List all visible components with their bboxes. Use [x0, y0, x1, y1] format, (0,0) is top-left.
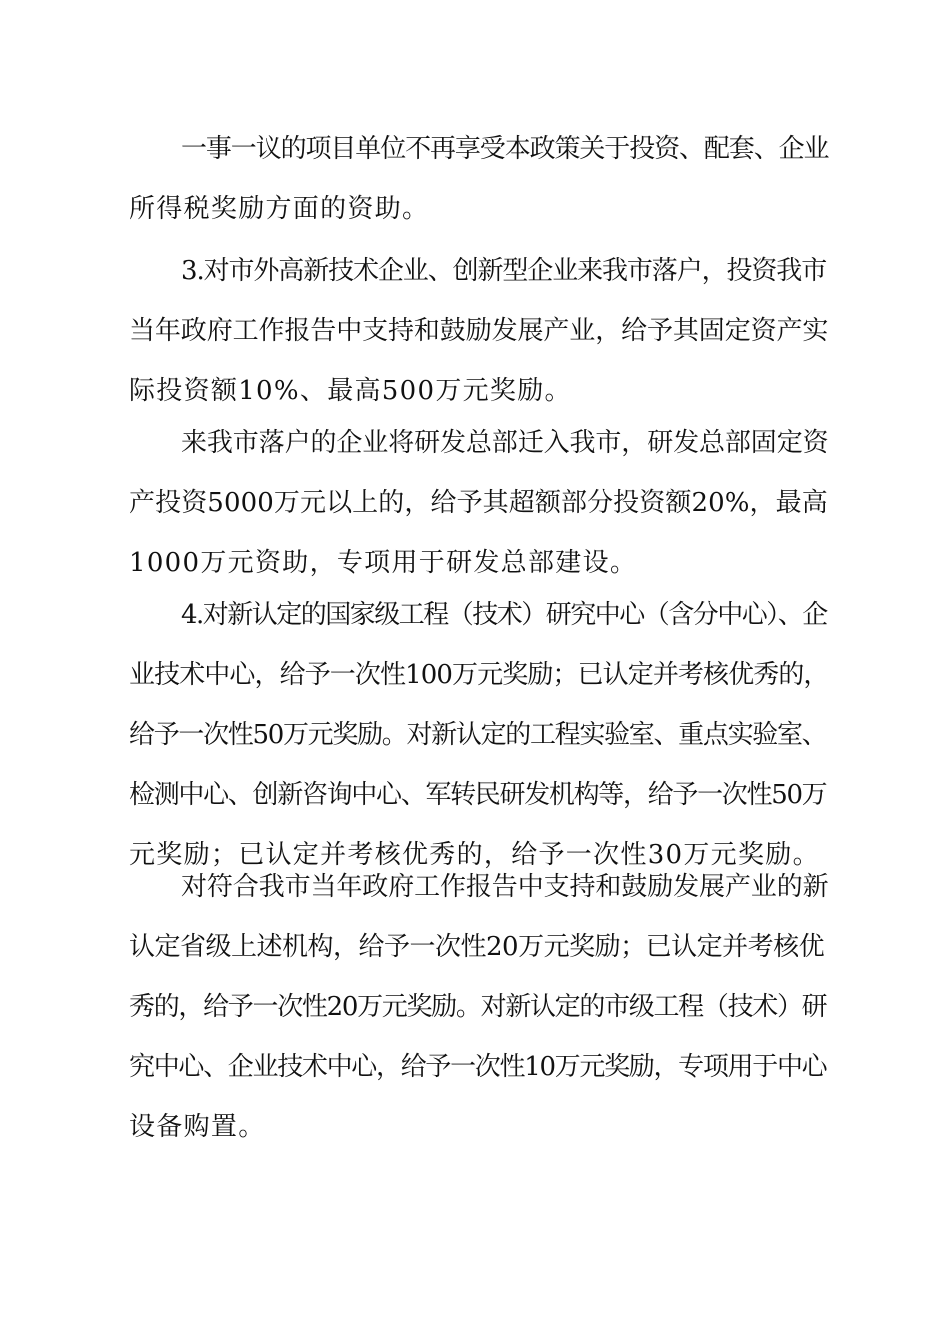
- text-line: 给予一次性50万元奖励。对新认定的工程实验室、重点实验室、: [129, 720, 827, 750]
- text-line: 所得税奖励方面的资助。: [129, 194, 430, 224]
- text-line: 当年政府工作报告中支持和鼓励发展产业，给予其固定资产实: [129, 316, 829, 346]
- text-line: 1000万元资助，专项用于研发总部建设。: [129, 548, 638, 578]
- text-line: 检测中心、创新咨询中心、军转民研发机构等，给予一次性50万: [129, 780, 827, 810]
- text-line: 产投资5000万元以上的，给予其超额部分投资额20%，最高: [129, 488, 828, 518]
- text-line: 元奖励；已认定并考核优秀的，给予一次性30万元奖励。: [129, 840, 820, 870]
- text-line: 设备购置。: [129, 1112, 266, 1142]
- paragraph-item-4: [129, 585, 829, 885]
- text-line: 际投资额10%、最高500万元奖励。: [129, 376, 572, 406]
- text-line: 来我市落户的企业将研发总部迁入我市，研发总部固定资: [181, 428, 829, 458]
- paragraph-rd-headquarters: [129, 413, 829, 593]
- text-line: 秀的，给予一次性20万元奖励。对新认定的市级工程（技术）研: [129, 992, 827, 1022]
- text-line: 一事一议的项目单位不再享受本政策关于投资、配套、企业: [181, 134, 829, 164]
- paragraph-item-3: [129, 241, 829, 421]
- text-line: 认定省级上述机构，给予一次性20万元奖励；已认定并考核优: [129, 932, 825, 962]
- paragraph-project-exclusion: [129, 119, 829, 239]
- text-line: 4.对新认定的国家级工程（技术）研究中心（含分中心）、企: [181, 600, 827, 630]
- text-line: 究中心、企业技术中心，给予一次性10万元奖励，专项用于中心: [129, 1052, 827, 1082]
- text-line: 对符合我市当年政府工作报告中支持和鼓励发展产业的新: [181, 872, 829, 902]
- paragraph-provincial-institutions: [129, 857, 829, 1157]
- text-line: 3.对市外高新技术企业、创新型企业来我市落户，投资我市: [181, 256, 827, 286]
- text-line: 业技术中心，给予一次性100万元奖励；已认定并考核优秀的，: [129, 660, 829, 690]
